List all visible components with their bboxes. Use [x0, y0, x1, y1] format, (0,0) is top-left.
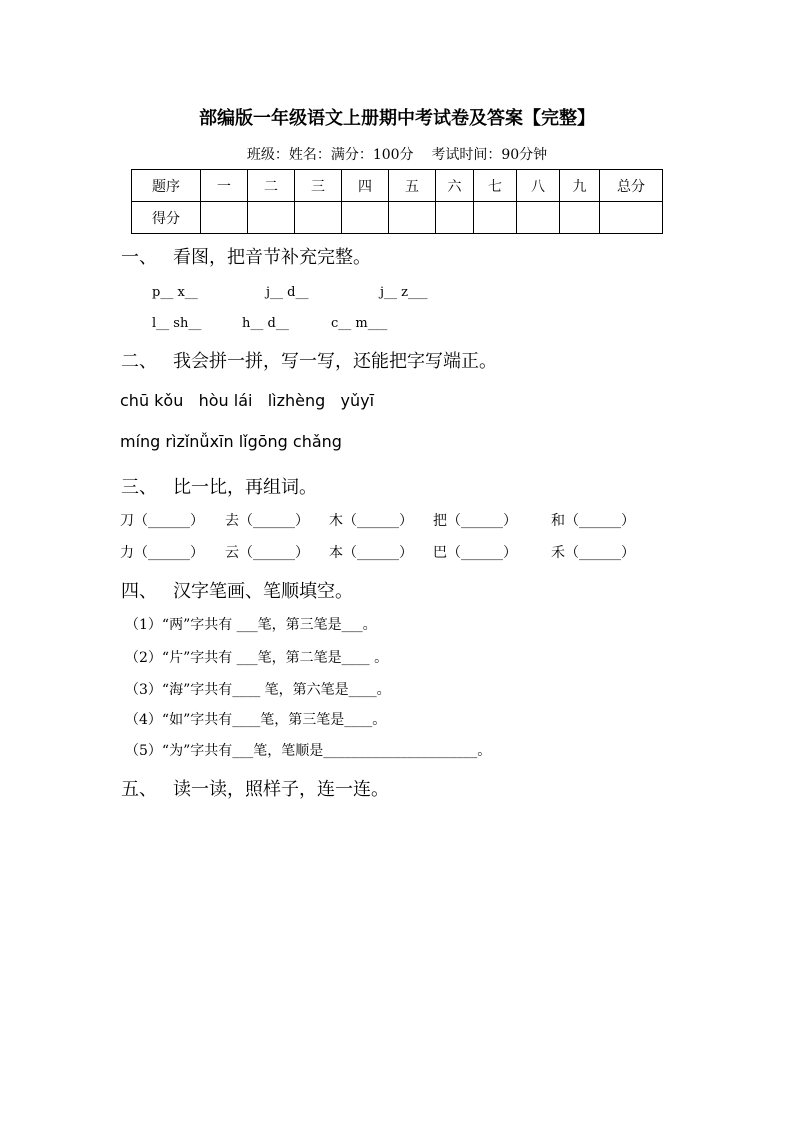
syllable-item: p__ x__: [152, 285, 198, 300]
compare-item: 刀（______）: [120, 513, 204, 529]
header-cell: 二: [248, 170, 295, 202]
syllable-item: j__ d__: [266, 285, 309, 300]
header-cell: 一: [201, 170, 248, 202]
score-cell[interactable]: [389, 202, 436, 234]
score-cell[interactable]: [436, 202, 474, 234]
section-title: 读一读，照样子，连一连。: [173, 779, 389, 800]
header-cell: 三: [295, 170, 342, 202]
header-cell: 题序: [132, 170, 201, 202]
score-table-score-row: [132, 202, 663, 234]
compare-item: 力（______）: [120, 545, 204, 561]
header-cell: 七: [474, 170, 517, 202]
section-4-heading: [121, 577, 353, 603]
compare-item: 木（______）: [329, 513, 413, 529]
header-cell: 九: [560, 170, 600, 202]
section-2-heading: [121, 347, 497, 373]
header-cell: 八: [517, 170, 560, 202]
stroke-question: （2）“片”字共有 ___笔，第二笔是____ 。: [125, 650, 389, 666]
stroke-question: （5）“为”字共有___笔，笔顺是______________________。: [125, 743, 492, 759]
stroke-question: （1）“两”字共有 ___笔，第三笔是___。: [125, 617, 377, 633]
score-cell[interactable]: [474, 202, 517, 234]
score-row-label: 得分: [132, 202, 201, 234]
score-cell[interactable]: [248, 202, 295, 234]
compare-item: 和（______）: [551, 513, 635, 529]
section-title: 比一比，再组词。: [173, 477, 317, 498]
section-number: 五、: [121, 779, 157, 800]
header-cell: 五: [389, 170, 436, 202]
section-number: 一、: [121, 247, 157, 268]
page-title: 部编版一年级语文上册期中考试卷及答案【完整】: [199, 108, 595, 129]
section-1-heading: [121, 243, 371, 269]
compare-item: 巴（______）: [433, 545, 517, 561]
header-cell: 四: [342, 170, 389, 202]
section-title: 看图，把音节补充完整。: [173, 247, 371, 268]
score-cell[interactable]: [600, 202, 663, 234]
compare-item: 禾（______）: [551, 545, 635, 561]
compare-item: 去（______）: [225, 513, 309, 529]
syllable-item: h__ d__: [242, 316, 289, 331]
syllable-item: j__ z___: [380, 285, 428, 300]
section-title: 我会拼一拼，写一写，还能把字写端正。: [173, 351, 497, 372]
syllable-item: l__ sh__: [152, 316, 202, 331]
compare-item: 云（______）: [225, 545, 309, 561]
section-5-heading: [121, 775, 389, 801]
pinyin-line: chū kǒu hòu lái lìzhèng yǔyī: [120, 391, 375, 410]
pinyin-line: míng rìzǐnǚxīn lǐgōng chǎng: [120, 432, 342, 451]
section-title: 汉字笔画、笔顺填空。: [173, 581, 353, 602]
score-table: [131, 169, 663, 234]
score-table-header-row: [132, 170, 663, 202]
section-number: 三、: [121, 477, 157, 498]
section-number: 四、: [121, 581, 157, 602]
score-cell[interactable]: [201, 202, 248, 234]
compare-item: 本（______）: [329, 545, 413, 561]
stroke-question: （4）“如”字共有____笔，第三笔是____。: [125, 712, 387, 728]
score-cell[interactable]: [560, 202, 600, 234]
section-number: 二、: [121, 351, 157, 372]
header-cell: 总分: [600, 170, 663, 202]
syllable-item: c__ m___: [331, 316, 388, 331]
section-3-heading: [121, 473, 317, 499]
score-cell[interactable]: [517, 202, 560, 234]
exam-info: 班级：姓名：满分：100分 考试时间：90分钟: [246, 147, 548, 163]
score-cell[interactable]: [295, 202, 342, 234]
stroke-question: （3）“海”字共有____ 笔，第六笔是____。: [125, 682, 391, 698]
compare-item: 把（______）: [433, 513, 517, 529]
header-cell: 六: [436, 170, 474, 202]
score-cell[interactable]: [342, 202, 389, 234]
